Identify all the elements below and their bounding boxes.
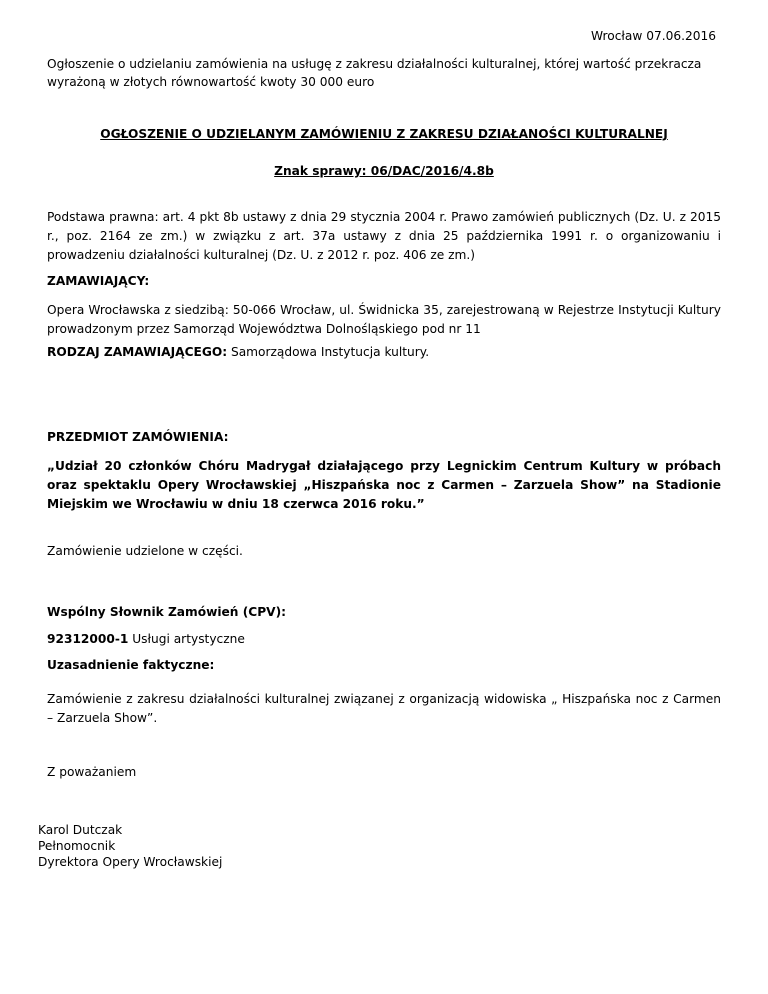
ordering-type-value: Samorządowa Instytucja kultury. [227, 345, 430, 359]
ordering-party-text: Opera Wrocławska z siedzibą: 50-066 Wrocław, ul. Świdnicka 35, zarejestrowaną w Rejestrze Instytucji Kultury prowadzonym przez Samorząd Województwa Dolnośląskiego pod nr 11 [47, 303, 721, 336]
signature-role: Pełnomocnik [38, 839, 116, 853]
legal-basis: Podstawa prawna: art. 4 pkt 8b ustawy z dnia 29 stycznia 2004 r. Prawo zamówień publicznych (Dz. U. z 2015 r., poz. 2164 ze zm.) w związku z art. 37a ustawy z dnia 25 października 1991 r. o organizowaniu i prowadzeniu działalności kulturalnej (Dz. U. z 2012 r. poz. 406 ze zm.) [47, 210, 721, 262]
signature-org: Dyrektora Opery Wrocławskiej [38, 855, 223, 869]
ordering-party-heading: ZAMAWIAJĄCY: [47, 274, 150, 288]
signature-name: Karol Dutczak [38, 823, 123, 837]
subject-heading: PRZEDMIOT ZAMÓWIENIA: [47, 430, 229, 444]
regards-text: Z poważaniem [47, 765, 137, 779]
justification-heading: Uzasadnienie faktyczne: [47, 658, 215, 672]
ordering-type-label: RODZAJ ZAMAWIAJĄCEGO: [47, 345, 228, 359]
document-date: Wrocław 07.06.2016 [591, 29, 716, 43]
ordering-type [47, 345, 429, 359]
subject-text: „Udział 20 członków Chóru Madrygał działającego przy Legnickim Centrum Kultury w próbach oraz spektaklu Opery Wrocławskiej „Hiszpańska noc z Carmen – Zarzuela Show” na Stadionie Miejskim we Wrocławiu w dniu 18 czerwca 2016 roku.” [47, 459, 721, 511]
cpv-code: 92312000-1 [47, 632, 129, 646]
justification-text: Zamówienie z zakresu działalności kulturalnej związanej z organizacją widowiska „ Hiszpańska noc z Carmen – Zarzuela Show”. [47, 692, 721, 725]
signature-block [38, 822, 222, 870]
cpv-line [47, 632, 245, 646]
cpv-description: Usługi artystyczne [128, 632, 245, 646]
cpv-heading: Wspólny Słownik Zamówień (CPV): [47, 605, 287, 619]
intro-text: Ogłoszenie o udzielaniu zamówienia na usługę z zakresu działalności kulturalnej, której wartość przekracza wyrażoną w złotych równowartość kwoty 30 000 euro [47, 57, 702, 89]
case-reference: Znak sprawy: 06/DAC/2016/4.8b [274, 164, 494, 178]
partial-note: Zamówienie udzielone w części. [47, 544, 243, 558]
document-title: OGŁOSZENIE O UDZIELANYM ZAMÓWIENIU Z ZAKRESU DZIAŁANOŚCI KULTURALNEJ [100, 127, 668, 141]
